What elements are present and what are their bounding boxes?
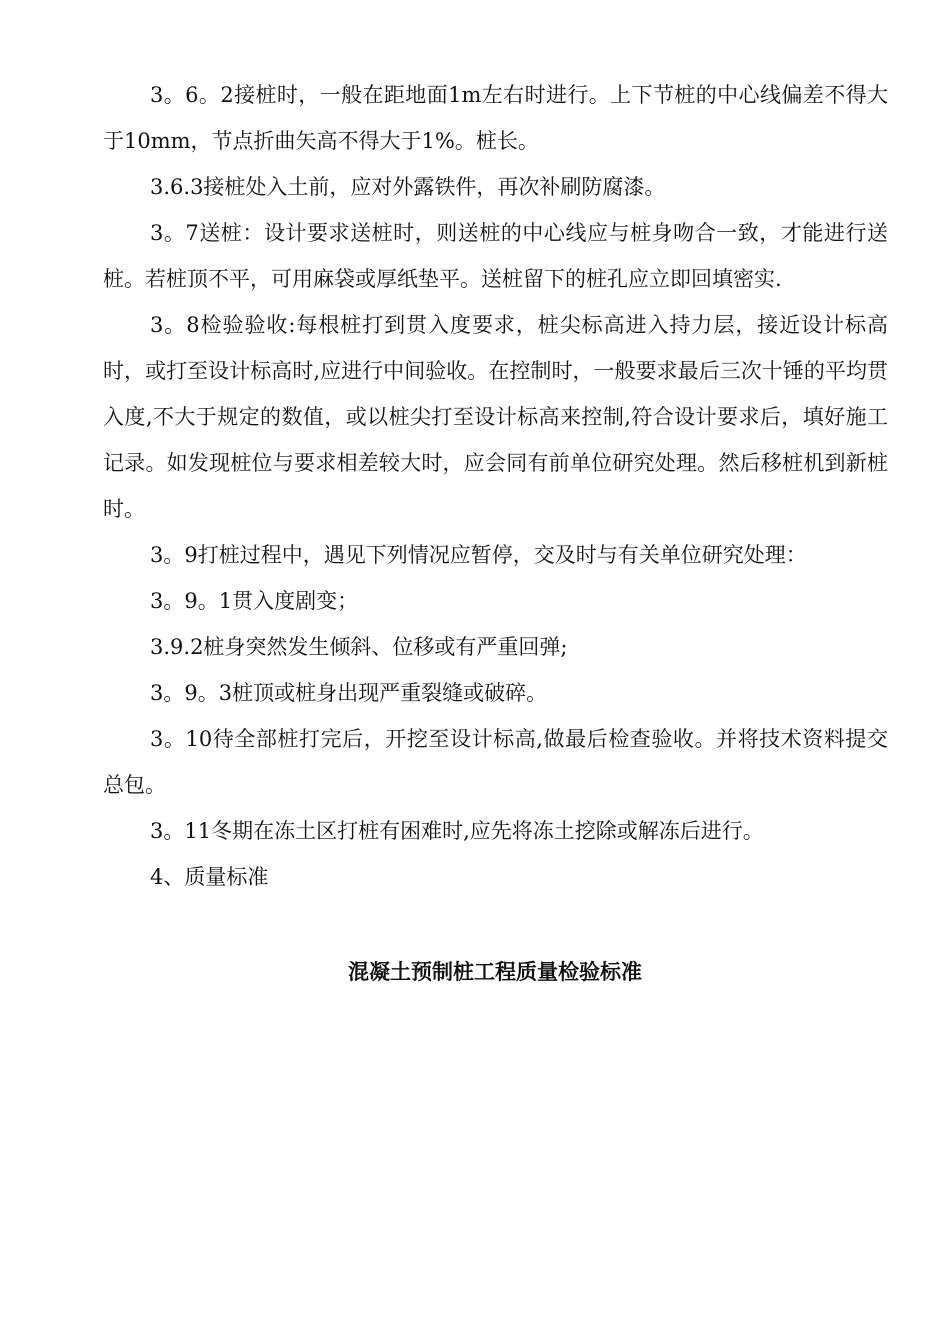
table-title: 混凝土预制桩工程质量检验标准 xyxy=(348,960,642,984)
paragraph-3-6-3: 3.6.3接桩处入土前，应对外露铁件，再次补刷防腐漆。 xyxy=(150,175,666,199)
paragraph-3-7: 3。7送桩：设计要求送桩时，则送桩的中心线应与桩身吻合一致，才能进行送桩。若桩顶不平，可用麻袋或厚纸垫平。送桩留下的桩孔应立即回填密实. xyxy=(103,221,888,291)
paragraph-3-9-2: 3.9.2桩身突然发生倾斜、位移或有严重回弹; xyxy=(150,635,568,659)
paragraph-3-9-3: 3。9。3桩顶或桩身出现严重裂缝或破碎。 xyxy=(150,681,548,705)
paragraph-3-10: 3。10待全部桩打完后，开挖至设计标高,做最后检查验收。并将技术资料提交总包。 xyxy=(103,727,888,797)
paragraph-3-6-2: 3。6。2接桩时，一般在距地面1m左右时进行。上下节桩的中心线偏差不得大于10mm，节点折曲矢高不得大于1%。桩长。 xyxy=(103,83,888,153)
paragraph-3-9: 3。9打桩过程中，遇见下列情况应暂停，交及时与有关单位研究处理： xyxy=(150,543,807,567)
paragraph-3-11: 3。11冬期在冻土区打桩有困难时,应先将冻土挖除或解冻后进行。 xyxy=(150,819,764,843)
section-heading-quality-standard: 4、质量标准 xyxy=(150,865,269,889)
paragraph-3-9-1: 3。9。1贯入度剧变； xyxy=(150,589,359,613)
body-text xyxy=(103,72,888,900)
paragraph-3-8: 3。8检验验收:每根桩打到贯入度要求，桩尖标高进入持力层，接近设计标高时，或打至设计标高时,应进行中间验收。在控制时，一般要求最后三次十锤的平均贯入度,不大于规定的数值，或以桩尖打至设计标高来控制,符合设计要求后，填好施工记录。如发现桩位与要求相差较大时，应会同有前单位研究处理。然后移桩机到新桩时。 xyxy=(103,313,888,521)
